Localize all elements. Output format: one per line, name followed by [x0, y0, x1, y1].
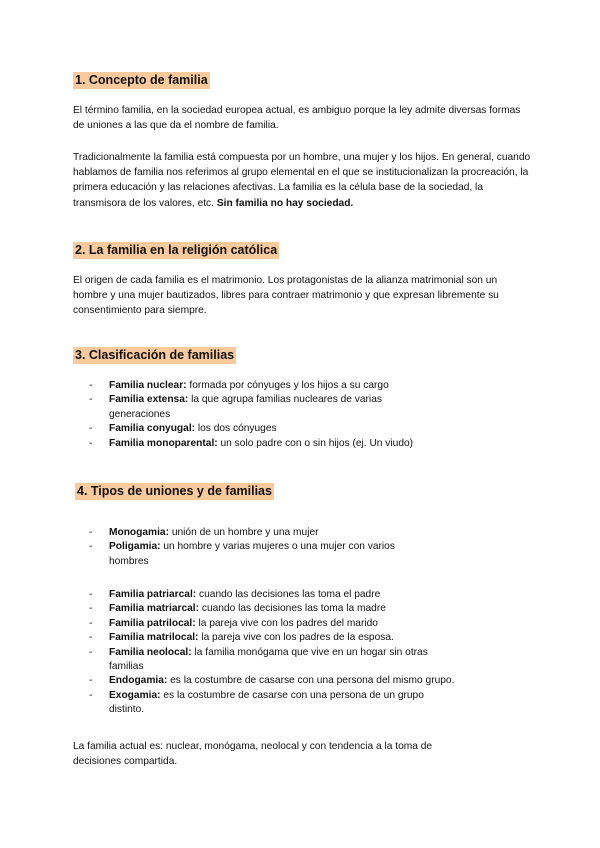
section-3-heading-wrap [73, 346, 533, 364]
section-2-heading-wrap [73, 241, 533, 259]
item-desc: es la costumbre de casarse con una persona del mismo grupo. [167, 675, 455, 687]
item-desc: cuando las decisiones las toma el padre [196, 589, 381, 600]
list-item [73, 617, 449, 631]
item-desc: cuando las decisiones las toma la madre [199, 603, 386, 615]
item-term: Familia matrilocal: [109, 632, 199, 644]
list-item [73, 526, 449, 540]
list-item [73, 393, 429, 422]
list-item [73, 646, 449, 675]
item-desc: la pareja vive con los padres de la esposa. [198, 632, 394, 644]
list-item [73, 588, 449, 602]
list-item [73, 540, 431, 569]
section-3-heading: 3. Clasificación de familias [75, 348, 235, 362]
list-item [73, 437, 489, 451]
list-item [73, 379, 449, 393]
item-term: Monogamia: [109, 527, 169, 538]
item-term: Familia conyugal: [109, 423, 196, 435]
item-desc: un solo padre con o sin hijos (ej. Un viudo) [217, 437, 414, 449]
item-term: Poligamia: [109, 541, 161, 553]
list-item [73, 422, 449, 436]
item-term: Endogamia: [109, 675, 168, 687]
item-desc: la familia monógama que vive en un hogar sin otras familias [109, 646, 428, 673]
list-item [73, 631, 449, 645]
section-2-paragraph: El origen de cada familia es el matrimonio. Los protagonistas de la alianza matrimonial son un hombre y una mujer bautizados, libres para contraer matrimonio y que expresan libremente su consentimiento para siempre. [73, 275, 499, 317]
item-desc: unión de un hombre y una mujer [169, 527, 319, 538]
item-term: Exogamia: [109, 689, 161, 701]
section-4-heading: 4. Tipos de uniones y de familias [77, 484, 272, 498]
section-1-paragraph-2-emphasis: Sin familia no hay sociedad. [216, 197, 354, 209]
item-term: Familia neolocal: [109, 646, 192, 658]
closing-paragraph: La familia actual es: nuclear, monógama, neolocal y con tendencia a la toma de decisiones compartida. [73, 741, 433, 768]
family-classification-list [73, 379, 533, 451]
item-term: Familia patrilocal: [109, 617, 196, 629]
item-desc: un hombre y varias mujeres o una mujer con varios hombres [109, 541, 395, 567]
item-desc: formada por cónyuges y los hijos a su cargo [186, 380, 389, 391]
section-1-heading: 1. Concepto de familia [75, 73, 208, 87]
list-item [73, 674, 489, 688]
item-term: Familia matriarcal: [109, 603, 200, 615]
section-4-heading-wrap [73, 482, 533, 500]
list-item [73, 689, 449, 718]
union-types-list [73, 526, 533, 569]
item-desc: la que agrupa familias nucleares de varias generaciones [109, 394, 382, 420]
item-desc: es la costumbre de casarse con una persona de un grupo distinto. [109, 689, 424, 716]
item-term: Familia nuclear: [109, 380, 187, 391]
item-term: Familia extensa: [109, 394, 189, 406]
list-item [73, 602, 449, 616]
item-desc: los dos cónyuges [195, 423, 277, 435]
item-term: Familia monoparental: [109, 437, 218, 449]
section-1-paragraph-1: El término familia, en la sociedad europea actual, es ambiguo porque la ley admite diversas formas de uniones a las que da el nombre de familia. [73, 105, 521, 132]
section-2-heading: 2. La familia en la religión católica [75, 243, 278, 257]
item-desc: la pareja vive con los padres del marido [195, 617, 378, 629]
section-1-paragraph-2 [73, 150, 531, 211]
item-term: Familia patriarcal: [109, 589, 197, 600]
family-types-list [73, 588, 533, 718]
section-1-heading-wrap [73, 71, 533, 89]
section-1-paragraph-2-text: Tradicionalmente la familia está compuesta por un hombre, una mujer y los hijos. En general, cuando hablamos de familia nos referimos al grupo elemental en el que se institucionalizan la procreación, la primera educación y las relaciones afectivas. La familia es la célula base de la sociedad, la transmisora de los valores, etc. [73, 152, 531, 209]
